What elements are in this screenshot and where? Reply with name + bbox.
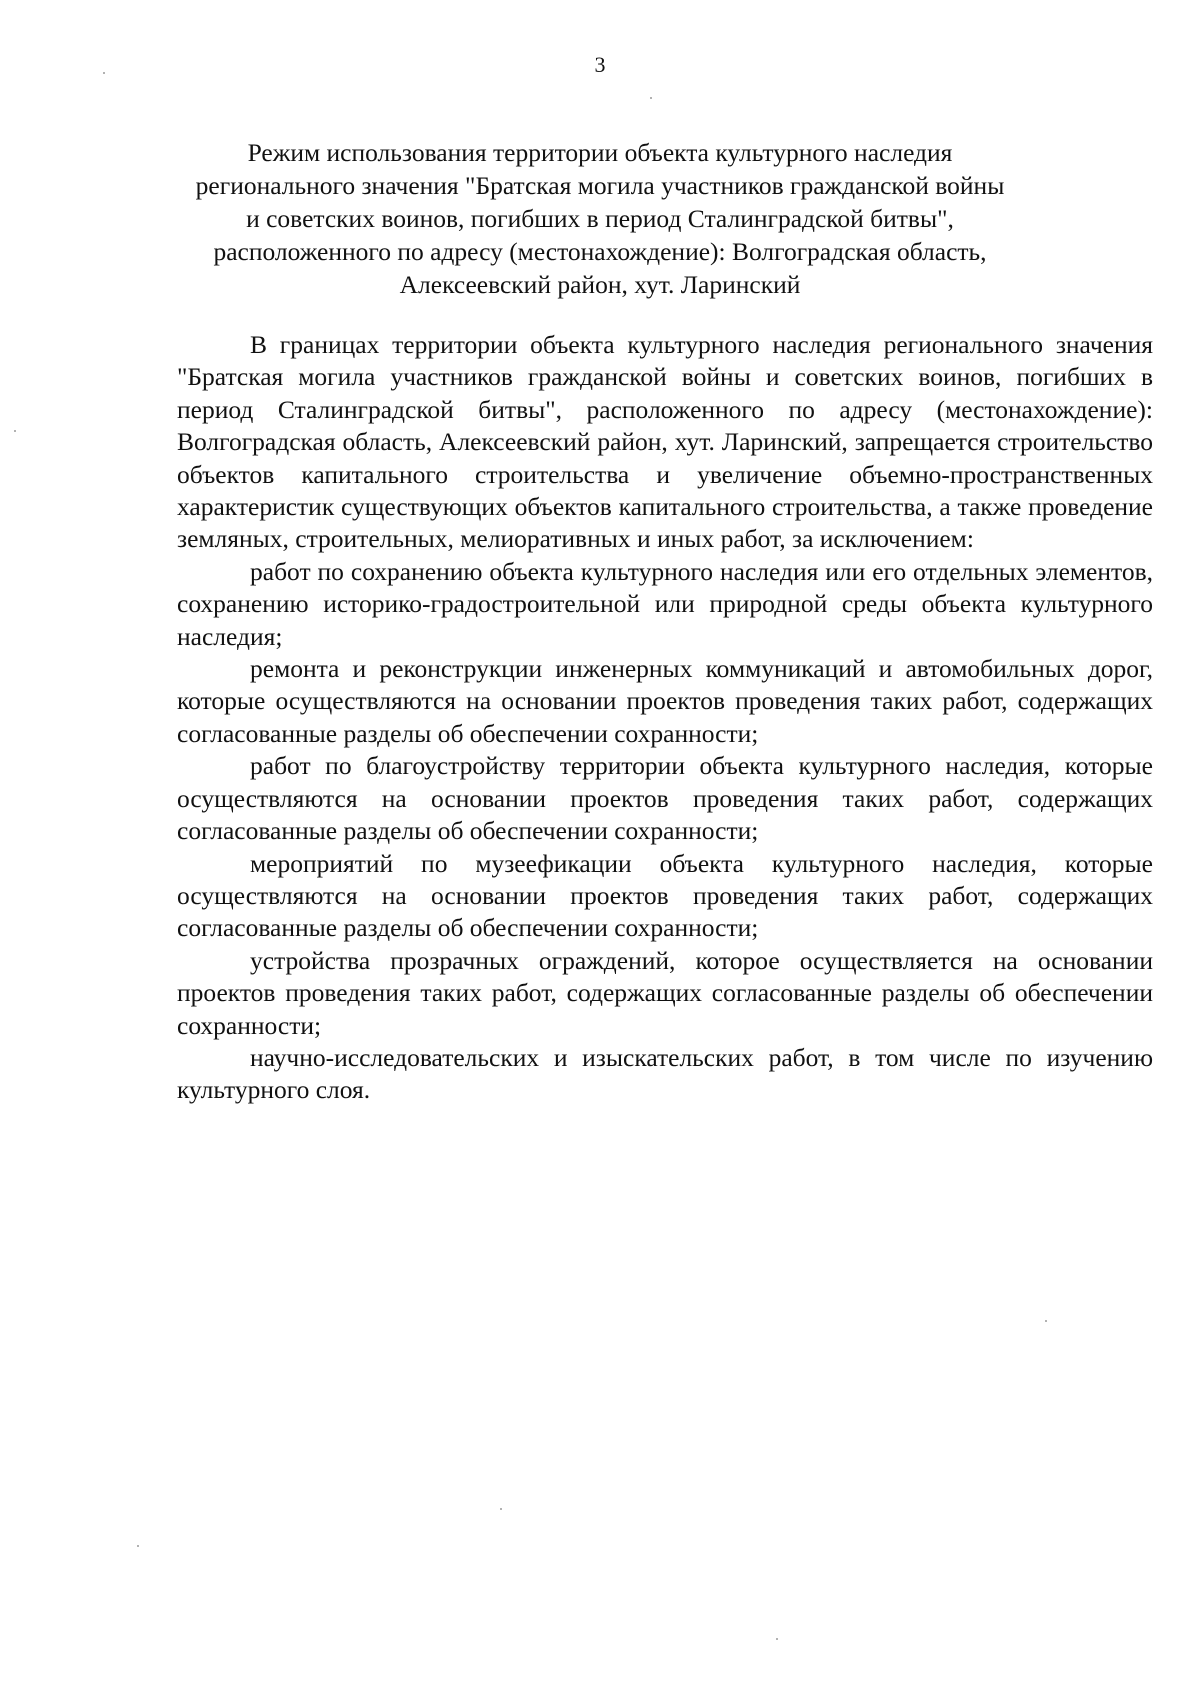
- document-body: [177, 329, 1153, 1107]
- title-line: Режим использования территории объекта культурного наследия: [247, 138, 953, 167]
- scan-speck: [137, 1545, 139, 1547]
- document-title: [150, 136, 1050, 301]
- scan-speck: [1045, 1320, 1047, 1322]
- paragraph-exception-preservation: работ по сохранению объекта культурного наследия или его отдельных элементов, сохранению историко-градостроительной или природной среды объекта культурного наследия;: [177, 556, 1153, 651]
- scan-speck: [14, 430, 16, 432]
- title-line: регионального значения "Братская могила участников гражданской войны: [195, 171, 1005, 200]
- title-line: расположенного по адресу (местонахождение): Волгоградская область,: [213, 237, 987, 266]
- scan-speck: [500, 1508, 502, 1510]
- paragraph-exception-research: научно-исследовательских и изыскательских работ, в том числе по изучению культурного слоя.: [177, 1042, 1153, 1105]
- paragraph-exception-fencing: устройства прозрачных ограждений, которое осуществляется на основании проектов проведения таких работ, содержащих согласованные разделы об обеспечении сохранности;: [177, 945, 1153, 1040]
- paragraph-intro: В границах территории объекта культурного наследия регионального значения "Братская могила участников гражданской войны и советских воинов, погибших в период Сталинградской битвы", расположенного по адресу (местонахождение): Волгоградская область, Алексеевский район, хут. Ларинский, запрещается строительство объектов капитального строительства и увеличение объемно-пространственных характеристик существующих объектов капитального строительства, а также проведение земляных, строительных, мелиоративных и иных работ, за исключением:: [177, 330, 1153, 554]
- paragraph-exception-museumification: мероприятий по музеефикации объекта культурного наследия, которые осуществляются на основании проектов проведения таких работ, содержащих согласованные разделы об обеспечении сохранности;: [177, 848, 1153, 943]
- scan-speck: [776, 1638, 778, 1640]
- title-line: и советских воинов, погибших в период Сталинградской битвы",: [246, 204, 954, 233]
- scan-speck: [650, 97, 652, 99]
- paragraph-exception-landscaping: работ по благоустройству территории объекта культурного наследия, которые осуществляются на основании проектов проведения таких работ, содержащих согласованные разделы об обеспечении сохранности;: [177, 751, 1153, 846]
- page-number: 3: [594, 52, 606, 77]
- title-line: Алексеевский район, хут. Ларинский: [399, 270, 801, 299]
- scan-speck: [103, 72, 105, 74]
- paragraph-exception-repair: ремонта и реконструкции инженерных коммуникаций и автомобильных дорог, которые осуществляются на основании проектов проведения таких работ, содержащих согласованные разделы об обеспечении сохранности;: [177, 654, 1153, 748]
